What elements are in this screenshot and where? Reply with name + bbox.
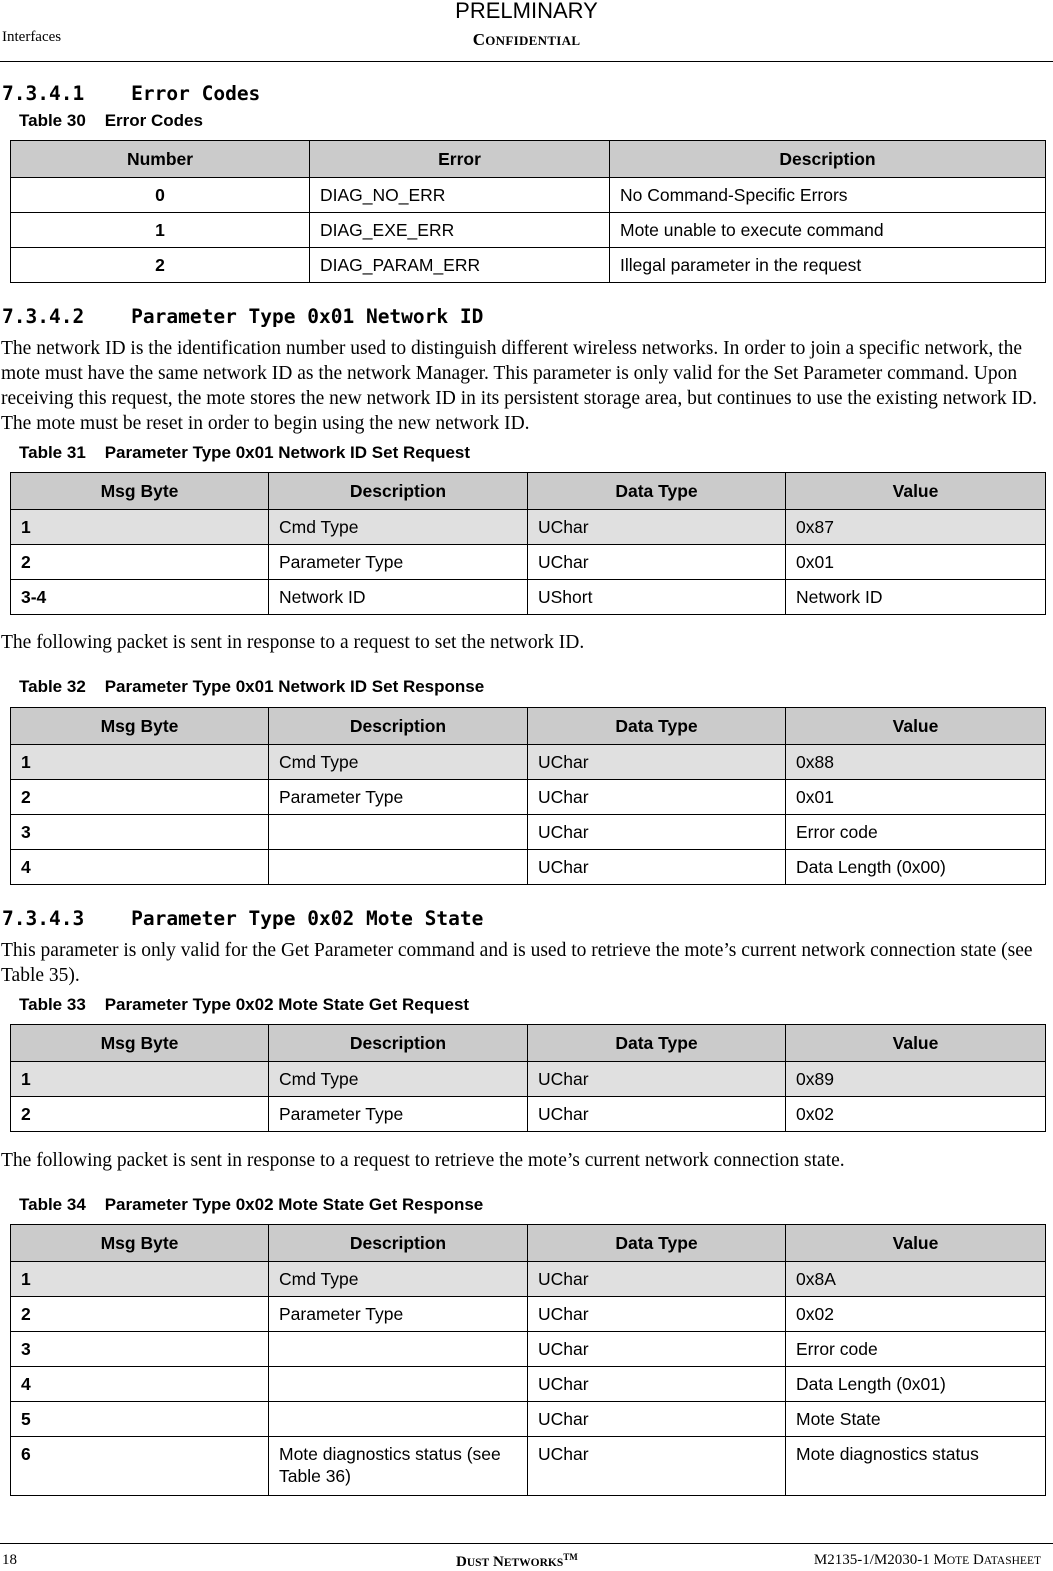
table-cell: 0x87 — [786, 510, 1046, 545]
column-header: Number — [11, 141, 310, 178]
table-cell: Parameter Type — [269, 1297, 528, 1332]
section-number: 7.3.4.2 — [2, 305, 85, 328]
table-cell: 1 — [11, 1262, 269, 1297]
table-cell — [269, 1402, 528, 1437]
table-row — [11, 1097, 1046, 1132]
column-header: Data Type — [528, 473, 786, 510]
table-cell: 0x89 — [786, 1062, 1046, 1097]
table-cell: 1 — [11, 745, 269, 780]
table-caption-31: Table 31 Parameter Type 0x01 Network ID Set Request — [19, 443, 471, 462]
table-cell: UShort — [528, 580, 786, 615]
column-header: Value — [786, 1225, 1046, 1262]
table-cell: UChar — [528, 1297, 786, 1332]
table-cell — [269, 1332, 528, 1367]
table-cell: Cmd Type — [269, 510, 528, 545]
column-header: Description — [269, 1225, 528, 1262]
body-paragraph: The following packet is sent in response to a request to set the network ID. — [1, 632, 585, 653]
table-caption-32: Table 32 Parameter Type 0x01 Network ID Set Response — [19, 677, 485, 696]
table-cell: 4 — [11, 1367, 269, 1402]
table-cell: 3 — [11, 1332, 269, 1367]
table-cell: DIAG_EXE_ERR — [310, 213, 610, 248]
table-row — [11, 213, 1046, 248]
table-row — [11, 545, 1046, 580]
table-cell: UChar — [528, 1262, 786, 1297]
section-title: Parameter Type 0x01 Network ID — [131, 305, 484, 328]
table-cell: 3-4 — [11, 580, 269, 615]
table-row — [11, 178, 1046, 213]
table-cell: Error code — [786, 815, 1046, 850]
table-row — [11, 510, 1046, 545]
table-header-row — [11, 708, 1046, 745]
table-cell: Parameter Type — [269, 1097, 528, 1132]
table-cell: Illegal parameter in the request — [610, 248, 1046, 283]
column-header: Description — [269, 473, 528, 510]
table-row — [11, 580, 1046, 615]
table-caption-34: Table 34 Parameter Type 0x02 Mote State Get Response — [19, 1195, 484, 1214]
table-row — [11, 745, 1046, 780]
table-cell: UChar — [528, 780, 786, 815]
table-cell: 1 — [11, 510, 269, 545]
table-cell: UChar — [528, 1402, 786, 1437]
table-row — [11, 780, 1046, 815]
mote-state-get-request-table — [10, 1024, 1046, 1132]
table-row — [11, 1332, 1046, 1367]
table-cell: Network ID — [786, 580, 1046, 615]
table-cell: 3 — [11, 815, 269, 850]
confidential-label: CONFIDENTIAL — [472, 30, 581, 49]
column-header: Value — [786, 1025, 1046, 1062]
table-cell: Mote unable to execute command — [610, 213, 1046, 248]
column-header: Description — [269, 1025, 528, 1062]
table-cell: Data Length (0x00) — [786, 850, 1046, 885]
section-title: Error Codes — [131, 82, 261, 105]
table-cell: UChar — [528, 745, 786, 780]
column-header: Msg Byte — [11, 708, 269, 745]
table-cell: 5 — [11, 1402, 269, 1437]
table-cell: Parameter Type — [269, 545, 528, 580]
table-cell: UChar — [528, 1062, 786, 1097]
table-cell: DIAG_PARAM_ERR — [310, 248, 610, 283]
column-header: Error — [310, 141, 610, 178]
table-cell: 0x01 — [786, 545, 1046, 580]
table-cell: UChar — [528, 1437, 786, 1496]
column-header: Msg Byte — [11, 1225, 269, 1262]
table-row — [11, 248, 1046, 283]
table-row — [11, 850, 1046, 885]
table-cell: Cmd Type — [269, 1062, 528, 1097]
table-cell: Mote diagnostics status — [786, 1437, 1046, 1496]
table-cell: UChar — [528, 850, 786, 885]
column-header: Description — [269, 708, 528, 745]
table-cell: 2 — [11, 248, 310, 283]
table-cell: UChar — [528, 1097, 786, 1132]
preliminary-watermark: PRELMINARY — [455, 0, 598, 23]
table-cell: 4 — [11, 850, 269, 885]
body-paragraph: The network ID is the identification number used to distinguish different wireless networks. In order to join a specific network, the mote must have the same network ID as the network Manager. This parameter is only valid for the Set Parameter command. Upon receiving this request, the mote stores the new network ID in its persistent storage area, but continues to use the existing network ID. The mote must be reset in order to begin using the new network ID. — [1, 338, 1037, 434]
section-title: Parameter Type 0x02 Mote State — [131, 907, 484, 930]
column-header: Msg Byte — [11, 473, 269, 510]
table-cell: Cmd Type — [269, 1262, 528, 1297]
error-codes-table — [10, 140, 1046, 283]
table-cell: 2 — [11, 1097, 269, 1132]
running-header-section: Interfaces — [2, 29, 62, 45]
table-cell: 0x02 — [786, 1097, 1046, 1132]
table-cell: Cmd Type — [269, 745, 528, 780]
section-heading-mote-state — [2, 907, 483, 930]
table-cell: UChar — [528, 1332, 786, 1367]
table-cell: 0x8A — [786, 1262, 1046, 1297]
column-header: Description — [610, 141, 1046, 178]
column-header: Value — [786, 708, 1046, 745]
table-cell — [269, 1367, 528, 1402]
table-cell: UChar — [528, 510, 786, 545]
mote-state-get-response-table — [10, 1224, 1046, 1496]
table-cell: 1 — [11, 1062, 269, 1097]
table-row — [11, 1402, 1046, 1437]
table-header-row — [11, 1025, 1046, 1062]
table-cell: 0x88 — [786, 745, 1046, 780]
column-header: Value — [786, 473, 1046, 510]
footer-rule — [0, 1543, 1053, 1544]
table-cell: Mote State — [786, 1402, 1046, 1437]
table-row — [11, 1297, 1046, 1332]
table-cell: 1 — [11, 213, 310, 248]
table-cell: UChar — [528, 1367, 786, 1402]
column-header: Data Type — [528, 1225, 786, 1262]
table-cell: UChar — [528, 815, 786, 850]
network-id-set-request-table — [10, 472, 1046, 615]
table-row — [11, 1262, 1046, 1297]
table-cell: No Command-Specific Errors — [610, 178, 1046, 213]
section-heading-network-id — [2, 305, 483, 328]
body-paragraph: This parameter is only valid for the Get Parameter command and is used to retrieve the mote’s current network connection state (see Table 35). — [1, 940, 1033, 986]
table-cell — [269, 815, 528, 850]
table-cell: 0x01 — [786, 780, 1046, 815]
table-caption-30: Table 30 Error Codes — [19, 111, 203, 130]
footer-document-title: M2135-1/M2030-1 MOTE DATASHEET — [813, 1552, 1041, 1568]
table-cell: Mote diagnostics status (see Table 36) — [269, 1437, 528, 1496]
table-cell: Parameter Type — [269, 780, 528, 815]
table-cell: 2 — [11, 1297, 269, 1332]
header-rule — [0, 61, 1053, 62]
network-id-set-response-table — [10, 707, 1046, 885]
table-row — [11, 815, 1046, 850]
section-number: 7.3.4.3 — [2, 907, 85, 930]
table-cell: Data Length (0x01) — [786, 1367, 1046, 1402]
table-cell: 0x02 — [786, 1297, 1046, 1332]
page-number: 18 — [2, 1552, 17, 1568]
column-header: Data Type — [528, 708, 786, 745]
table-row — [11, 1367, 1046, 1402]
table-row — [11, 1437, 1046, 1496]
table-cell: 2 — [11, 545, 269, 580]
table-cell: 6 — [11, 1437, 269, 1496]
footer-company: DUST NETWORKS™ — [456, 1552, 578, 1570]
table-cell: UChar — [528, 545, 786, 580]
table-cell: Error code — [786, 1332, 1046, 1367]
table-cell: 0 — [11, 178, 310, 213]
table-caption-33: Table 33 Parameter Type 0x02 Mote State Get Request — [19, 995, 470, 1014]
section-heading-error-codes — [2, 82, 260, 105]
table-cell: Network ID — [269, 580, 528, 615]
column-header: Data Type — [528, 1025, 786, 1062]
section-number: 7.3.4.1 — [2, 82, 85, 105]
table-row — [11, 1062, 1046, 1097]
table-cell: DIAG_NO_ERR — [310, 178, 610, 213]
table-cell: 2 — [11, 780, 269, 815]
column-header: Msg Byte — [11, 1025, 269, 1062]
table-header-row — [11, 473, 1046, 510]
table-cell — [269, 850, 528, 885]
table-header-row — [11, 141, 1046, 178]
body-paragraph: The following packet is sent in response to a request to retrieve the mote’s current network connection state. — [1, 1150, 845, 1171]
table-header-row — [11, 1225, 1046, 1262]
